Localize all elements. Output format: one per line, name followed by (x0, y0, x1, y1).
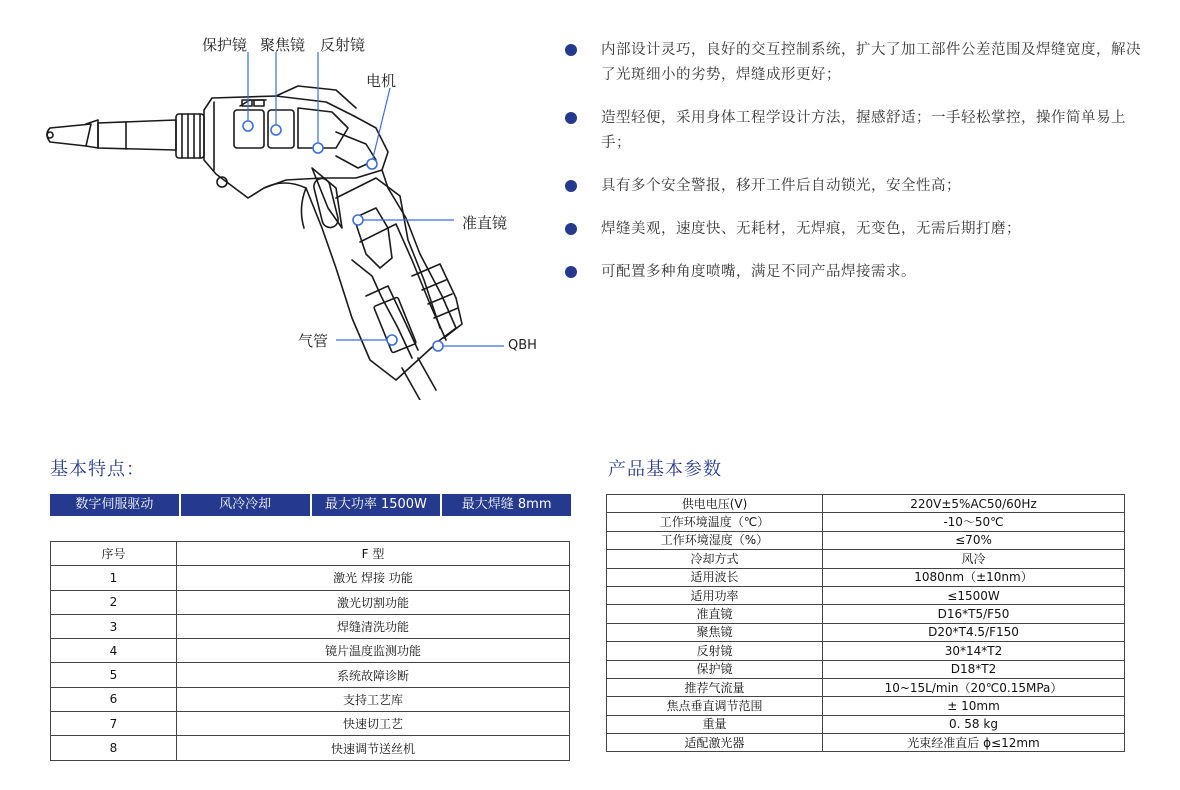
param-name: 焦点垂直调节范围 (607, 697, 823, 715)
param-value: D18*T2 (823, 660, 1125, 678)
cell-index: 5 (51, 663, 177, 687)
cell-function: 支持工艺库 (177, 687, 570, 711)
feature-item (565, 106, 1145, 156)
cell-index: 2 (51, 590, 177, 614)
label-protect-lens: 保护镜 (202, 36, 248, 54)
table-row (51, 712, 570, 736)
param-name: 适用波长 (607, 568, 823, 586)
table-row (607, 550, 1125, 568)
label-qbh: QBH (508, 338, 537, 353)
table-row (607, 513, 1125, 531)
table-row (51, 614, 570, 638)
label-gas-pipe: 气管 (298, 332, 329, 350)
table-row (607, 642, 1125, 660)
product-diagram (36, 28, 556, 400)
param-value: 220V±5%AC50/60Hz (823, 495, 1125, 513)
feature-text: 造型轻便，采用身体工程学设计方法，握感舒适；一手轻松掌控，操作简单易上手； (601, 110, 1126, 151)
table-row (607, 605, 1125, 623)
param-value: 风冷 (823, 550, 1125, 568)
table-row (51, 687, 570, 711)
param-name: 重量 (607, 715, 823, 733)
label-reflect-lens: 反射镜 (320, 36, 366, 54)
cell-index: 4 (51, 639, 177, 663)
table-row (51, 566, 570, 590)
param-value: -10～50℃ (823, 513, 1125, 531)
table-row (607, 495, 1125, 513)
cell-index: 8 (51, 736, 177, 760)
section-title-basic-params: 产品基本参数 (608, 459, 722, 480)
param-name: 推荐气流量 (607, 678, 823, 696)
table-row (607, 697, 1125, 715)
cell-function: 镜片温度监测功能 (177, 639, 570, 663)
param-name: 适配激光器 (607, 734, 823, 752)
cell-function: 快速切工艺 (177, 712, 570, 736)
table-row (607, 568, 1125, 586)
cell-function: 焊缝清洗功能 (177, 614, 570, 638)
cell-function: 系统故障诊断 (177, 663, 570, 687)
feature-item (565, 174, 1145, 199)
table-row (607, 715, 1125, 733)
header-index: 序号 (51, 542, 177, 566)
table-row (607, 678, 1125, 696)
label-focus-lens: 聚焦镜 (260, 36, 306, 54)
table-row (51, 663, 570, 687)
param-name: 工作环境温度（℃） (607, 513, 823, 531)
param-value: 10~15L/min（20℃0.15MPa） (823, 678, 1125, 696)
param-value: 光束经准直后 ϕ≤12mm (823, 734, 1125, 752)
feature-list (565, 38, 1145, 303)
bullet-dot-icon (565, 180, 577, 192)
feature-text: 内部设计灵巧，良好的交互控制系统，扩大了加工部件公差范围及焊缝宽度，解决了光斑细小的劣势，焊缝成形更好； (601, 42, 1141, 83)
param-value: ± 10mm (823, 697, 1125, 715)
table-row (607, 734, 1125, 752)
param-value: 1080nm（±10nm） (823, 568, 1125, 586)
feature-text: 焊缝美观，速度快、无耗材，无焊痕，无变色，无需后期打磨； (601, 221, 1021, 237)
param-name: 供电电压(V) (607, 495, 823, 513)
table-row (607, 586, 1125, 604)
param-name: 聚焦镜 (607, 623, 823, 641)
badge-max-power: 最大功率 1500W (312, 494, 443, 516)
table-header-row (51, 542, 570, 566)
label-motor: 电机 (366, 72, 397, 90)
table-row (607, 531, 1125, 549)
param-value: D20*T4.5/F150 (823, 623, 1125, 641)
param-value: D16*T5/F50 (823, 605, 1125, 623)
feature-item (565, 38, 1145, 88)
feature-badges (50, 494, 571, 516)
parameter-table (606, 494, 1125, 752)
bullet-dot-icon (565, 266, 577, 278)
param-name: 反射镜 (607, 642, 823, 660)
feature-text: 具有多个安全警报，移开工件后自动锁光，安全性高； (601, 178, 961, 194)
cell-index: 1 (51, 566, 177, 590)
bullet-dot-icon (565, 44, 577, 56)
param-name: 冷却方式 (607, 550, 823, 568)
feature-item (565, 260, 1145, 285)
param-name: 准直镜 (607, 605, 823, 623)
bullet-dot-icon (565, 223, 577, 235)
param-value: 0. 58 kg (823, 715, 1125, 733)
badge-max-weld: 最大焊缝 8mm (442, 494, 571, 516)
param-value: ≤70% (823, 531, 1125, 549)
feature-text: 可配置多种角度喷嘴，满足不同产品焊接需求。 (601, 264, 916, 280)
cell-index: 6 (51, 687, 177, 711)
function-table (50, 541, 570, 761)
table-row (51, 590, 570, 614)
param-name: 保护镜 (607, 660, 823, 678)
header-model: F 型 (177, 542, 570, 566)
cell-function: 激光 焊接 功能 (177, 566, 570, 590)
table-row (607, 623, 1125, 641)
cell-index: 3 (51, 614, 177, 638)
badge-air-cooling: 风冷冷却 (181, 494, 312, 516)
section-title-basic-features: 基本特点： (50, 459, 145, 480)
table-row (607, 660, 1125, 678)
bullet-dot-icon (565, 112, 577, 124)
param-name: 工作环境湿度（%） (607, 531, 823, 549)
table-row (51, 736, 570, 760)
param-value: 30*14*T2 (823, 642, 1125, 660)
cell-index: 7 (51, 712, 177, 736)
feature-item (565, 217, 1145, 242)
cell-function: 快速调节送丝机 (177, 736, 570, 760)
param-value: ≤1500W (823, 586, 1125, 604)
cell-function: 激光切割功能 (177, 590, 570, 614)
table-row (51, 639, 570, 663)
param-name: 适用功率 (607, 586, 823, 604)
badge-servo-drive: 数字伺服驱动 (50, 494, 181, 516)
label-collimator: 准直镜 (462, 214, 508, 232)
